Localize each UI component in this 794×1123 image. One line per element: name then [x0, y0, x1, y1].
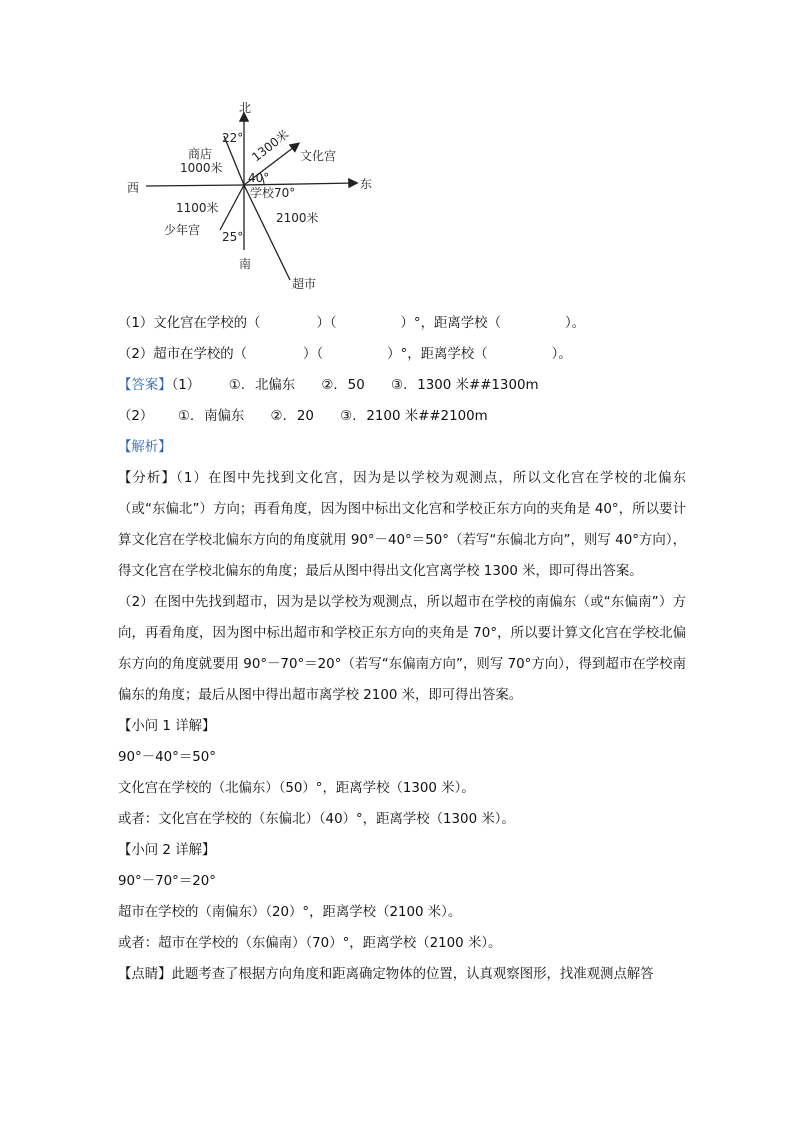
analysis-p1: （1）在图中先找到文化宫，因为是以学校为观测点，所以文化宫在学校的北偏东（或“东偏北”）方向；再看角度，因为图中标出文化宫和学校正东方向的夹角是 40°，所以要计算文化宫在学校北偏东方向的角度就用 90°－40°＝50°（若写“东偏北方向”，则写 40°方向），得文化宫在学校北偏东的角度；最后从图中得出文化宫离学校 1300 米，即可得出答案。 — [118, 471, 686, 579]
answer-row-1 — [118, 370, 686, 401]
sub2-answer-a: 超市在学校的（南偏东）（20）°，距离学校（2100 米）。 — [118, 905, 462, 920]
sub2-calc: 90°－70°＝20° — [118, 874, 216, 889]
answer-row2-prefix: （2） — [118, 409, 154, 424]
dianjing-row — [118, 959, 686, 990]
question-2 — [118, 339, 686, 370]
sub1-calc: 90°－40°＝50° — [118, 750, 216, 765]
school-label: 学校70° — [250, 186, 296, 200]
answer-1-1: ①. 北偏东 — [228, 378, 296, 393]
answer-label: 【答案】 — [118, 378, 172, 393]
south-label: 南 — [239, 257, 252, 271]
dianjing-label: 【点睛】 — [118, 967, 172, 982]
q1-mid2: ）°，距离学校（ — [400, 316, 501, 331]
youth-angle-label: 25° — [222, 230, 244, 244]
analysis-paragraph-1 — [118, 463, 686, 587]
culture-angle-label: 40° — [248, 171, 270, 185]
analysis-label: 【解析】 — [118, 440, 172, 455]
direction-diagram-svg — [118, 100, 388, 300]
q1-text: （1）文化宫在学校的（ — [118, 316, 261, 331]
answer-2-2: ②. 20 — [270, 409, 314, 424]
answer-row-2 — [118, 401, 686, 432]
fenxi-label: 【分析】 — [118, 471, 177, 486]
youth-name-label: 少年宫 — [164, 223, 201, 237]
sub1-label: 【小问 1 详解】 — [118, 719, 216, 734]
west-axis — [146, 185, 244, 186]
sub1-answer-a: 文化宫在学校的（北偏东）（50）°，距离学校（1300 米）。 — [118, 781, 475, 796]
supermarket-distance-label: 2100米 — [276, 211, 319, 225]
answer-2-3: ③. 2100 米##2100m — [340, 409, 488, 424]
youth-palace-line — [220, 185, 244, 230]
answer-1-2: ②. 50 — [321, 378, 365, 393]
supermarket-name-label: 超市 — [292, 277, 317, 291]
sub2-label: 【小问 2 详解】 — [118, 843, 216, 858]
answer-2-1: ①. 南偏东 — [177, 409, 245, 424]
analysis-paragraph-2: （2）在图中先找到超市，因为是以学校为观测点，所以超市在学校的南偏东（或“东偏南”）方向，再看角度，因为图中标出超市和学校正东方向的夹角是 70°，所以要计算文化宫在学校北偏东方向的角度就要用 90°－70°＝20°（若写“东偏南方向”，则写 70°方向），得到超市在学校南偏东的角度；最后从图中得出超市离学校 2100 米，即可得出答案。 — [118, 595, 686, 703]
north-label: 北 — [239, 101, 252, 115]
sub2-answer-b: 或者：超市在学校的（东偏南）（70）°，距离学校（2100 米）。 — [118, 936, 502, 951]
west-label: 西 — [127, 181, 140, 195]
content — [118, 308, 686, 990]
question-1 — [118, 308, 686, 339]
culture-name-label: 文化宫 — [300, 149, 337, 163]
q1-mid: ）（ — [316, 316, 337, 331]
sub1-answer-b: 或者：文化宫在学校的（东偏北）（40）°，距离学校（1300 米）。 — [118, 812, 515, 827]
culture-distance-label: 1300米 — [249, 127, 292, 165]
shop-angle-label: 22° — [222, 131, 244, 145]
direction-diagram — [118, 100, 388, 300]
q2-end: ）。 — [551, 347, 572, 362]
shop-name-label: 商店 — [188, 147, 213, 161]
q1-end: ）。 — [564, 316, 586, 331]
east-label: 东 — [360, 177, 373, 191]
shop-distance-label: 1000米 — [180, 161, 223, 175]
dianjing-text: 此题考查了根据方向角度和距离确定物体的位置，认真观察图形，找准观测点解答 — [171, 967, 654, 982]
q2-text: （2）超市在学校的（ — [118, 347, 248, 362]
youth-distance-label: 1100米 — [176, 201, 219, 215]
q2-mid: ）（ — [303, 347, 324, 362]
q2-mid2: ）°，距离学校（ — [387, 347, 488, 362]
answer-1-3: ③. 1300 米##1300m — [390, 378, 539, 393]
answer-row1-prefix: （1） — [171, 378, 201, 393]
